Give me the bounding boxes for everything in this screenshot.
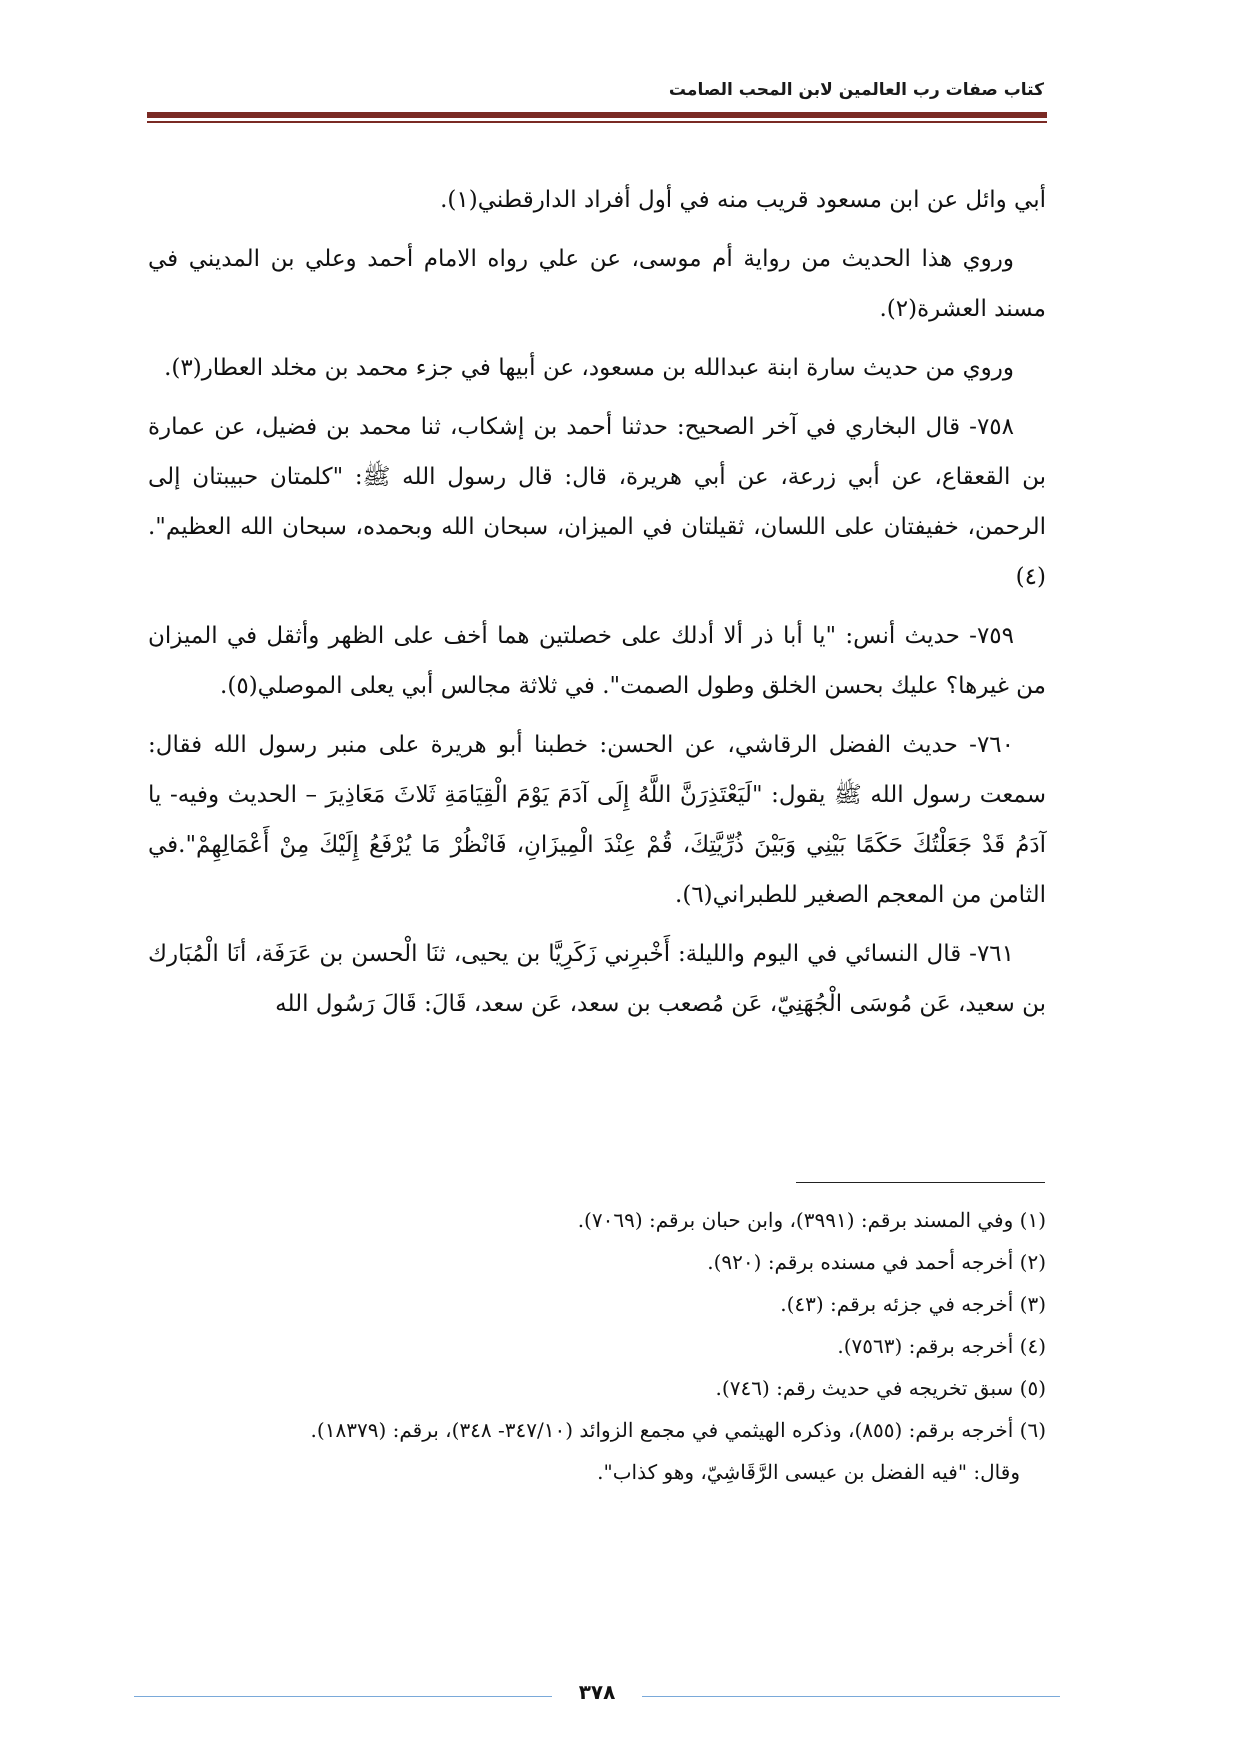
paragraph: أبي وائل عن ابن مسعود قريب منه في أول أفراد الدارقطني(١). xyxy=(440,187,1046,213)
main-text xyxy=(148,175,1046,1038)
footnote-separator xyxy=(796,1182,1045,1183)
footnote-6: (٦) أخرجه برقم: (٨٥٥)، وذكره الهيثمي في مجمع الزوائد (٣٤٧/١٠- ٣٤٨)، برقم: (١٨٣٧٩). xyxy=(310,1418,1046,1442)
paragraph: وروي من حديث سارة ابنة عبدالله بن مسعود، عن أبيها في جزء محمد بن مخلد العطار(٣). xyxy=(164,355,1014,381)
footnote-3: (٣) أخرجه في جزئه برقم: (٤٣). xyxy=(780,1292,1046,1316)
footnote-1: (١) وفي المسند برقم: (٣٩٩١)، وابن حبان برقم: (٧٠٦٩). xyxy=(577,1208,1046,1232)
footer-line-left xyxy=(134,1696,552,1697)
paragraph: وروي هذا الحديث من رواية أم موسى، عن علي رواه الامام أحمد وعلي بن المديني في مسند العشرة(٢). xyxy=(148,246,1046,322)
page-number: ٣٧٨ xyxy=(578,1680,616,1704)
footnote-2: (٢) أخرجه أحمد في مسنده برقم: (٩٢٠). xyxy=(707,1250,1046,1274)
hadith-758: ٧٥٨- قال البخاري في آخر الصحيح: حدثنا أحمد بن إشكاب، ثنا محمد بن فضيل، عن عمارة بن القعقاع، عن أبي زرعة، عن أبي هريرة، قال: قال رسول الله ﷺ: "كلمتان حبيبتان إلى الرحمن، خفيفتان على اللسان، ثقيلتان في الميزان، سبحان الله وبحمده، سبحان الله العظيم".(٤) xyxy=(148,414,1046,590)
footnote-5: (٥) سبق تخريجه في حديث رقم: (٧٤٦). xyxy=(715,1376,1046,1400)
hadith-760: ٧٦٠- حديث الفضل الرقاشي، عن الحسن: خطبنا أبو هريرة على منبر رسول الله فقال: سمعت رسول الله ﷺ يقول: "لَيَعْتَذِرَنَّ اللَّهُ إِلَى آدَمَ يَوْمَ الْقِيَامَةِ ثَلاثَ مَعَاذِيرَ – الحديث وفيه- يا آدَمُ قَدْ جَعَلْتُكَ حَكَمًا بَيْنِي وَبَيْنَ ذُرِّيَّتِكَ، قُمْ عِنْدَ الْمِيزَانِ، فَانْظُرْ مَا يُرْفَعُ إِلَيْكَ مِنْ أَعْمَالِهِمْ".في الثامن من المعجم الصغير للطبراني(٦). xyxy=(148,732,1046,908)
footnote-4: (٤) أخرجه برقم: (٧٥٦٣). xyxy=(837,1334,1046,1358)
running-header-title: كتاب صفات رب العالمين لابن المحب الصامت xyxy=(668,80,1044,100)
footnote-6-continued: وقال: "فيه الفضل بن عيسى الرَّقَاشِيّ، وهو كذاب". xyxy=(597,1460,1020,1484)
header-rule xyxy=(147,112,1047,118)
footer-line-right xyxy=(642,1696,1060,1697)
footnotes xyxy=(148,1199,1046,1493)
hadith-761: ٧٦١- قال النسائي في اليوم والليلة: أَخْبرِني زَكَرِيَّا بن يحيى، ثنَا الْحسن بن عَرَفَة، أنَا الْمُبَارك بن سعيد، عَن مُوسَى الْجُهَنِيّ، عَن مُصعب بن سعد، عَن سعد، قَالَ: قَالَ رَسُول الله xyxy=(148,941,1046,1017)
hadith-759: ٧٥٩- حديث أنس: "يا أبا ذر ألا أدلك على خصلتين هما أخف على الظهر وأثقل في الميزان من غيرها؟ عليك بحسن الخلق وطول الصمت". في ثلاثة مجالس أبي يعلى الموصلي(٥). xyxy=(148,623,1046,699)
header-rule-thin xyxy=(147,121,1047,123)
